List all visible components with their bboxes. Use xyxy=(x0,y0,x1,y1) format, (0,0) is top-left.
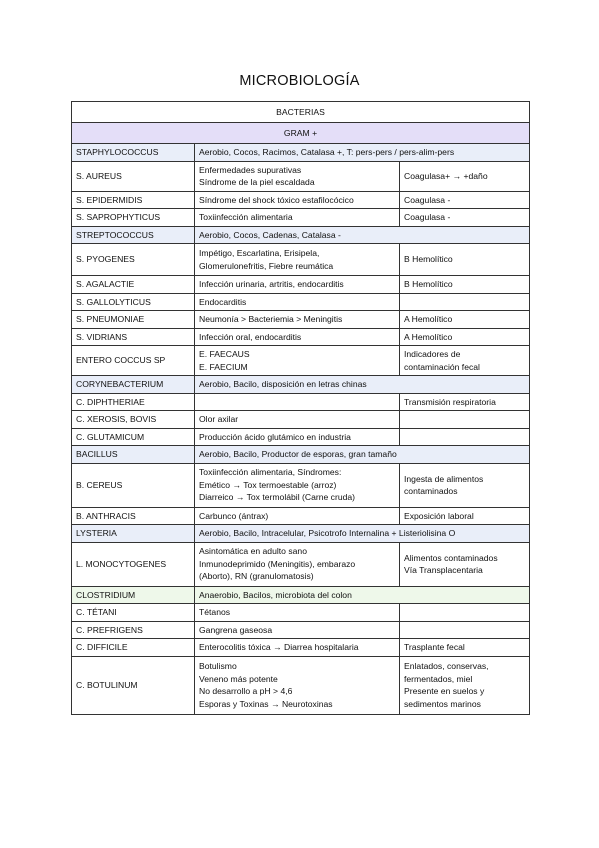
cell-line: Carbunco (ántrax) xyxy=(199,510,269,521)
genus-row xyxy=(72,376,530,394)
cell-line: A Hemolítico xyxy=(404,314,453,324)
genus-name-cell: STREPTOCOCCUS xyxy=(72,226,195,244)
genus-row xyxy=(72,586,530,604)
notes-cell xyxy=(400,656,530,714)
cell-line: Enlatados, conservas, xyxy=(404,661,489,671)
cell-line: B Hemolítico xyxy=(404,254,453,265)
genus-name-cell: C. DIPHTHERIAE xyxy=(72,393,195,411)
genus-name-cell: C. TÉTANI xyxy=(72,604,195,622)
cell-line: Olor axilar xyxy=(199,414,239,424)
cell-line: Vía Transplacentaria xyxy=(404,565,483,575)
cell-line: Glomerulonefritis, Fiebre reumática xyxy=(199,260,334,271)
cell-line: Indicadores de xyxy=(404,349,461,359)
genus-name-cell: LYSTERIA xyxy=(72,525,195,543)
species-row xyxy=(72,311,530,329)
species-row xyxy=(72,604,530,622)
clinical-cell xyxy=(195,542,400,586)
genus-name-cell: ENTERO COCCUS SP xyxy=(72,346,195,376)
notes-cell xyxy=(400,209,530,227)
clinical-cell xyxy=(195,463,400,507)
cell-line: No desarrollo a pH > 4,6 xyxy=(199,686,293,696)
cell-line: Esporas y Toxinas → Neurotoxinas xyxy=(199,698,333,709)
clinical-cell xyxy=(195,507,400,525)
notes-cell xyxy=(400,542,530,586)
genus-name-cell: C. BOTULINUM xyxy=(72,656,195,714)
cell-line: Veneno más potente xyxy=(199,673,278,684)
cell-line: fermentados, miel xyxy=(404,673,473,684)
species-row xyxy=(72,393,530,411)
cell-line: Tétanos xyxy=(199,607,231,617)
cell-line: Alimentos contaminados xyxy=(404,552,498,563)
notes-cell xyxy=(400,604,530,622)
notes-cell xyxy=(400,411,530,429)
genus-name-cell: L. MONOCYTOGENES xyxy=(72,542,195,586)
species-row xyxy=(72,346,530,376)
genus-row xyxy=(72,525,530,543)
cell-line: Enterocolitis tóxica → Diarrea hospitalaria xyxy=(199,642,359,652)
notes-cell xyxy=(400,276,530,294)
clinical-cell xyxy=(195,621,400,639)
cell-line: Impétigo, Escarlatina, Erisipela, xyxy=(199,248,320,258)
cell-line: E. FAECAUS xyxy=(199,349,250,359)
notes-cell xyxy=(400,428,530,446)
genus-name-cell: S. AGALACTIE xyxy=(72,276,195,294)
clinical-cell xyxy=(195,656,400,714)
notes-cell xyxy=(400,161,530,191)
cell-line: Gangrena gaseosa xyxy=(199,624,273,635)
cell-line: (Aborto), RN (granulomatosis) xyxy=(199,571,314,582)
genus-row xyxy=(72,226,530,244)
genus-name-cell: S. GALLOLYTICUS xyxy=(72,293,195,311)
clinical-cell xyxy=(195,276,400,294)
species-row xyxy=(72,411,530,429)
genus-name-cell: CLOSTRIDIUM xyxy=(72,586,195,604)
genus-description-cell: Aerobio, Bacilo, Intracelular, Psicotrofo Internalina + Listeriolisina O xyxy=(195,525,530,543)
cell-line: Coagulasa - xyxy=(404,212,451,222)
genus-name-cell: S. AUREUS xyxy=(72,161,195,191)
genus-name-cell: BACILLUS xyxy=(72,446,195,464)
genus-description-cell: Aerobio, Bacilo, disposición en letras chinas xyxy=(195,376,530,394)
cell-line: Botulismo xyxy=(199,661,237,671)
genus-name-cell: STAPHYLOCOCCUS xyxy=(72,144,195,162)
genus-name-cell: S. VIDRIANS xyxy=(72,328,195,346)
cell-line: Enfermedades supurativas xyxy=(199,164,302,175)
genus-name-cell: B. CEREUS xyxy=(72,463,195,507)
genus-name-cell: CORYNEBACTERIUM xyxy=(72,376,195,394)
cell-line: B Hemolítico xyxy=(404,279,453,289)
clinical-cell xyxy=(195,293,400,311)
notes-cell xyxy=(400,463,530,507)
notes-cell xyxy=(400,311,530,329)
cell-line: Producción ácido glutámico en industria xyxy=(199,431,351,442)
species-row xyxy=(72,293,530,311)
species-row xyxy=(72,161,530,191)
clinical-cell xyxy=(195,639,400,657)
cell-line: contaminación fecal xyxy=(404,361,480,372)
species-row xyxy=(72,463,530,507)
notes-cell xyxy=(400,293,530,311)
species-row xyxy=(72,428,530,446)
clinical-cell xyxy=(195,411,400,429)
cell-line: sedimentos marinos xyxy=(404,698,481,709)
cell-line: Toxiinfección alimentaria, Síndromes: xyxy=(199,467,342,478)
cell-line: Trasplante fecal xyxy=(404,642,465,652)
cell-line: Síndrome del shock tóxico estafilocócico xyxy=(199,194,354,205)
genus-description-cell: Aerobio, Cocos, Racimos, Catalasa +, T: pers-pers / pers-alim-pers xyxy=(195,144,530,162)
clinical-cell xyxy=(195,244,400,276)
genus-name-cell: S. EPIDERMIDIS xyxy=(72,191,195,209)
clinical-cell xyxy=(195,346,400,376)
species-row xyxy=(72,276,530,294)
genus-name-cell: C. DIFFICILE xyxy=(72,639,195,657)
genus-name-cell: C. GLUTAMICUM xyxy=(72,428,195,446)
clinical-cell xyxy=(195,191,400,209)
species-row xyxy=(72,244,530,276)
species-row xyxy=(72,656,530,714)
cell-line: Endocarditis xyxy=(199,296,247,307)
cell-line: Emético → Tox termoestable (arroz) xyxy=(199,479,337,490)
clinical-cell xyxy=(195,393,400,411)
notes-cell xyxy=(400,621,530,639)
notes-cell xyxy=(400,191,530,209)
species-row xyxy=(72,639,530,657)
clinical-cell xyxy=(195,311,400,329)
species-row xyxy=(72,542,530,586)
cell-line: contaminados xyxy=(404,486,458,496)
genus-description-cell: Aerobio, Cocos, Cadenas, Catalasa - xyxy=(195,226,530,244)
genus-row xyxy=(72,144,530,162)
bacteria-table xyxy=(71,101,530,715)
cell-line: Transmisión respiratoria xyxy=(404,396,496,407)
species-row xyxy=(72,191,530,209)
cell-line: Infección oral, endocarditis xyxy=(199,331,302,342)
cell-line: Inmunodeprimido (Meningitis), embarazo xyxy=(199,558,356,569)
genus-row xyxy=(72,446,530,464)
clinical-cell xyxy=(195,328,400,346)
header-bacterias: BACTERIAS xyxy=(72,102,530,123)
clinical-cell xyxy=(195,428,400,446)
cell-line: Infección urinaria, artritis, endocarditis xyxy=(199,279,344,289)
clinical-cell xyxy=(195,161,400,191)
table-subheader-row xyxy=(72,123,530,144)
species-row xyxy=(72,209,530,227)
species-row xyxy=(72,328,530,346)
cell-line: Coagulasa+ → +daño xyxy=(404,170,488,181)
species-row xyxy=(72,507,530,525)
notes-cell xyxy=(400,328,530,346)
genus-name-cell: S. PNEUMONIAE xyxy=(72,311,195,329)
page-title: MICROBIOLOGÍA xyxy=(239,73,360,89)
cell-line: Exposición laboral xyxy=(404,510,474,521)
notes-cell xyxy=(400,507,530,525)
cell-line: Ingesta de alimentos xyxy=(404,473,484,484)
cell-line: Presente en suelos y xyxy=(404,686,485,696)
notes-cell xyxy=(400,244,530,276)
cell-line: Coagulasa - xyxy=(404,194,451,205)
notes-cell xyxy=(400,346,530,376)
notes-cell xyxy=(400,393,530,411)
cell-line: Síndrome de la piel escaldada xyxy=(199,177,315,187)
genus-name-cell: B. ANTHRACIS xyxy=(72,507,195,525)
cell-line: E. FAECIUM xyxy=(199,361,248,372)
notes-cell xyxy=(400,639,530,657)
header-gram-positive: GRAM + xyxy=(72,123,530,144)
cell-line: A Hemolítico xyxy=(404,331,453,342)
cell-line: Toxiinfección alimentaria xyxy=(199,212,293,222)
table-header-row xyxy=(72,102,530,123)
genus-name-cell: S. SAPROPHYTICUS xyxy=(72,209,195,227)
cell-line: Diarreico → Tox termolábil (Carne cruda) xyxy=(199,492,356,503)
cell-line: Neumonía > Bacteriemia > Meningitis xyxy=(199,314,343,324)
cell-line: Asintomática en adulto sano xyxy=(199,546,307,557)
species-row xyxy=(72,621,530,639)
genus-description-cell: Anaerobio, Bacilos, microbiota del colon xyxy=(195,586,530,604)
clinical-cell xyxy=(195,604,400,622)
genus-description-cell: Aerobio, Bacilo, Productor de esporas, gran tamaño xyxy=(195,446,530,464)
genus-name-cell: S. PYOGENES xyxy=(72,244,195,276)
clinical-cell xyxy=(195,209,400,227)
genus-name-cell: C. PREFRIGENS xyxy=(72,621,195,639)
genus-name-cell: C. XEROSIS, BOVIS xyxy=(72,411,195,429)
